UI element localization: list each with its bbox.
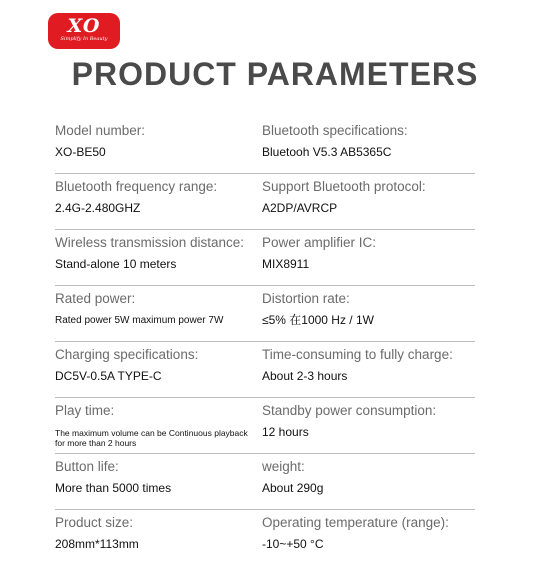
param-value: Rated power 5W maximum power 7W (55, 315, 224, 326)
param-value: -10~+50 °C (262, 537, 324, 551)
brand-logo (48, 13, 120, 49)
param-label: Time-consuming to fully charge: (262, 347, 453, 362)
param-value: 2.4G-2.480GHZ (55, 201, 141, 215)
param-label: Charging specifications: (55, 347, 199, 362)
param-row (55, 342, 475, 398)
param-value: XO-BE50 (55, 145, 106, 159)
param-cell (55, 398, 255, 448)
param-cell (55, 342, 198, 384)
param-row (55, 398, 475, 454)
param-cell (55, 510, 139, 552)
param-value: 208mm*113mm (55, 537, 139, 551)
param-label: Support Bluetooth protocol: (262, 179, 426, 194)
param-label: Standby power consumption: (262, 403, 437, 418)
param-cell (262, 398, 477, 440)
param-label: Distortion rate: (262, 291, 350, 306)
param-row (55, 118, 475, 174)
param-cell (262, 510, 477, 552)
param-cell (262, 286, 477, 328)
param-cell (55, 454, 171, 496)
logo-mark: XO (67, 15, 101, 37)
param-cell (262, 454, 477, 496)
param-label: Model number: (55, 123, 146, 138)
logo-tagline: Simplify In Beauty (60, 36, 108, 42)
param-value: A2DP/AVRCP (262, 201, 338, 215)
param-row (55, 230, 475, 286)
param-label: Rated power: (55, 291, 136, 306)
param-value: The maximum volume can be Continuous playback for more than 2 hours (55, 428, 248, 448)
param-value: ≤5% 在1000 Hz / 1W (262, 313, 374, 327)
param-label: Wireless transmission distance: (55, 235, 245, 250)
param-value: Bluetooh V5.3 AB5365C (262, 145, 392, 159)
param-cell (55, 118, 145, 160)
param-row (55, 174, 475, 230)
param-row (55, 510, 475, 565)
param-value: Stand-alone 10 meters (55, 257, 177, 271)
param-label: Button life: (55, 459, 119, 474)
param-label: Bluetooth frequency range: (55, 179, 218, 194)
param-cell (55, 230, 244, 272)
param-cell (262, 118, 477, 160)
parameters-grid (55, 118, 475, 565)
page-title: PRODUCT PARAMETERS (71, 56, 479, 92)
param-value: About 2-3 hours (262, 369, 348, 383)
param-value: About 290g (262, 481, 324, 495)
param-label: Product size: (55, 515, 134, 530)
param-value: MIX8911 (262, 257, 310, 271)
param-row (55, 286, 475, 342)
param-label: Play time: (55, 403, 115, 418)
param-label: weight: (262, 459, 305, 474)
param-value: More than 5000 times (55, 481, 172, 495)
param-cell (262, 174, 477, 216)
param-cell (55, 286, 223, 328)
param-label: Operating temperature (range): (262, 515, 449, 530)
param-value: DC5V-0.5A TYPE-C (55, 369, 162, 383)
param-value: 12 hours (262, 425, 309, 439)
param-row (55, 454, 475, 510)
param-cell (262, 342, 477, 384)
param-cell (262, 230, 477, 272)
param-label: Bluetooth specifications: (262, 123, 408, 138)
param-label: Power amplifier IC: (262, 235, 377, 250)
param-cell (55, 174, 217, 216)
